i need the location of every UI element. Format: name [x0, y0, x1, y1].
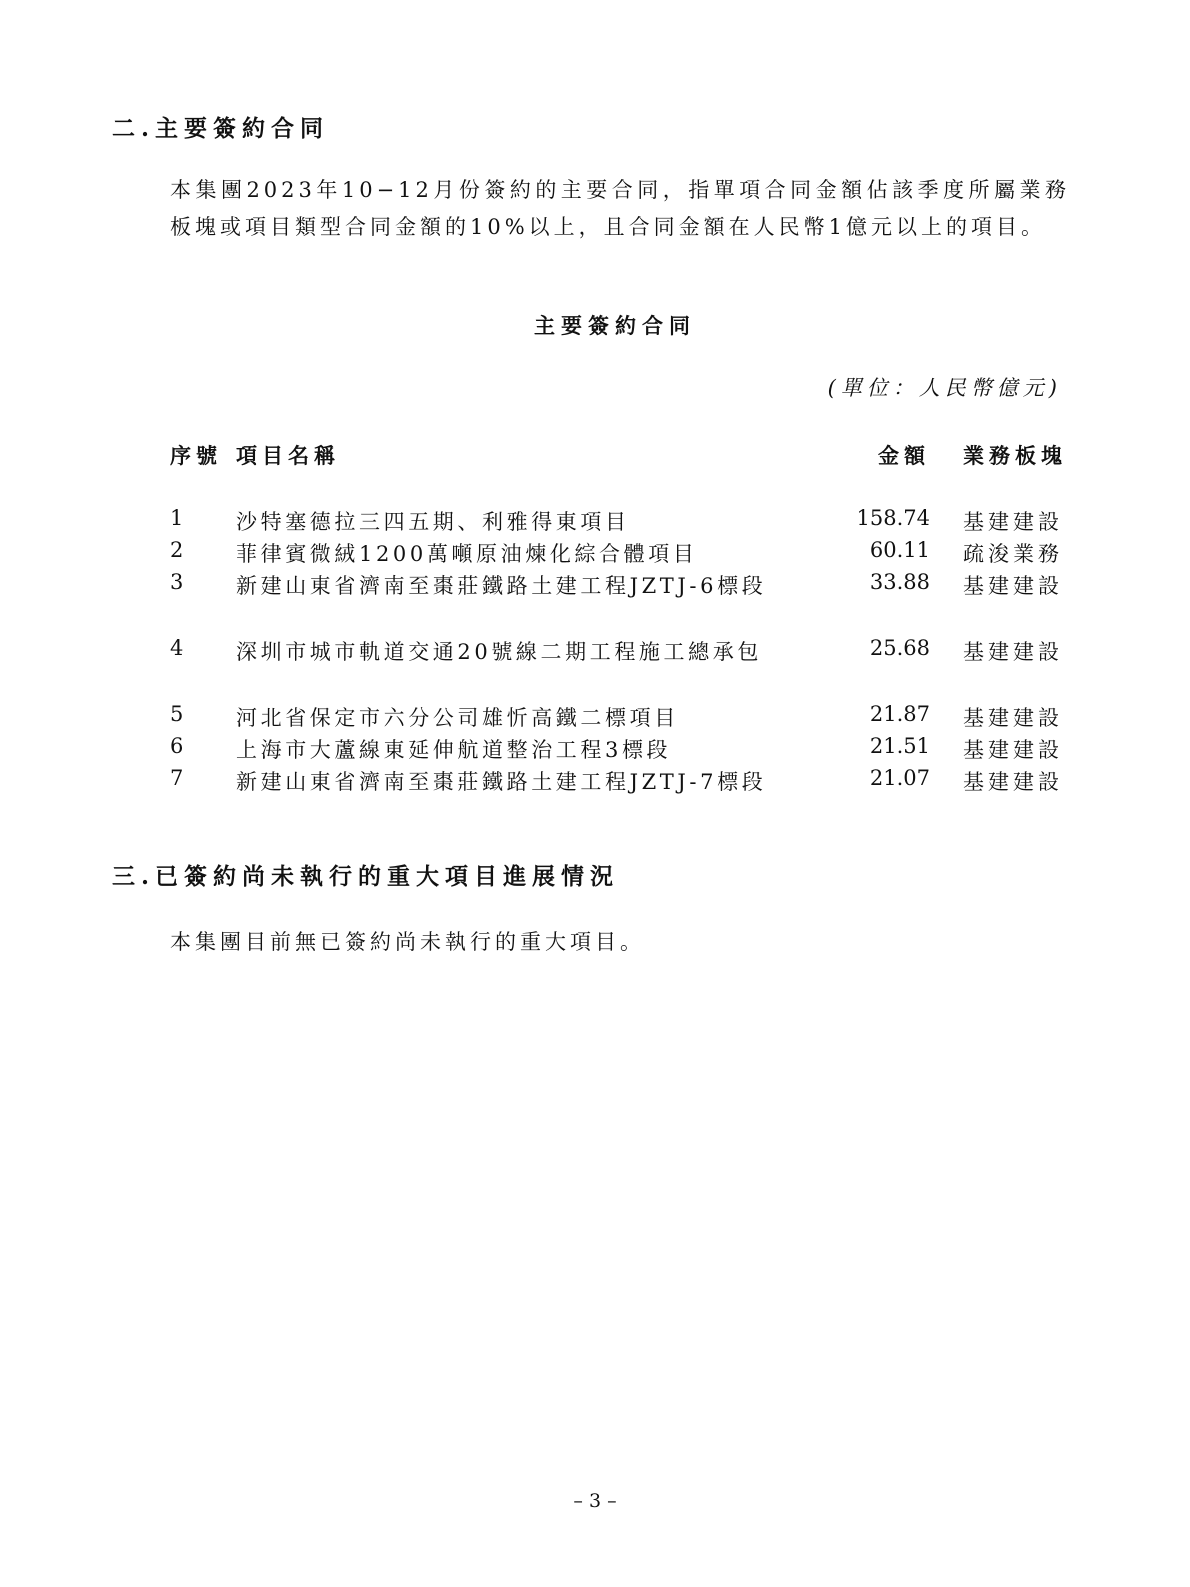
row-name: 上海市大蘆線東延伸航道整治工程3標段 [236, 738, 672, 762]
row-name: 沙特塞德拉三四五期、利雅得東項目 [236, 510, 630, 534]
row-no: 3 [170, 570, 184, 594]
row-amount: 25.68 [869, 636, 930, 660]
header-no: 序號 [170, 443, 222, 468]
row-amount: 21.87 [869, 702, 930, 726]
section-2-heading: 二.主要簽約合同 [112, 115, 330, 142]
row-segment: 疏浚業務 [963, 542, 1063, 566]
section-2-intro: 本集團2023年10−12月份簽約的主要合同，指單項合同金額佔該季度所屬業務板塊或項目類型合同金額的10%以上，且合同金額在人民幣1億元以上的項目。 [170, 178, 1070, 239]
row-amount: 21.51 [869, 734, 930, 758]
row-no: 1 [170, 506, 184, 530]
header-amount: 金額 [878, 443, 930, 468]
row-no: 2 [170, 538, 184, 562]
row-segment: 基建建設 [963, 640, 1063, 664]
row-no: 7 [170, 766, 184, 790]
row-segment: 基建建設 [963, 706, 1063, 730]
row-amount: 158.74 [856, 506, 930, 530]
row-name: 新建山東省濟南至棗莊鐵路土建工程JZTJ-6標段 [236, 574, 767, 598]
row-amount: 33.88 [869, 570, 930, 594]
row-segment: 基建建設 [963, 738, 1063, 762]
row-name: 菲律賓微絨1200萬噸原油煉化綜合體項目 [236, 542, 698, 566]
row-amount: 21.07 [869, 766, 930, 790]
unit-note: (單位：人民幣億元) [827, 376, 1062, 400]
row-segment: 基建建設 [963, 770, 1063, 794]
row-no: 4 [170, 636, 184, 660]
row-segment: 基建建設 [963, 574, 1063, 598]
row-name: 河北省保定市六分公司雄忻高鐵二標項目 [236, 706, 679, 730]
table-title: 主要簽約合同 [534, 313, 696, 338]
row-no: 5 [170, 702, 184, 726]
header-segment: 業務板塊 [963, 443, 1067, 468]
page-number: – 3 – [573, 1490, 617, 1512]
row-name: 新建山東省濟南至棗莊鐵路土建工程JZTJ-7標段 [236, 770, 767, 794]
row-no: 6 [170, 734, 184, 758]
header-name: 項目名稱 [236, 443, 340, 468]
section-3-body: 本集團目前無已簽約尚未執行的重大項目。 [170, 930, 645, 954]
row-name: 深圳市城市軌道交通20號線二期工程施工總承包 [236, 640, 762, 664]
section-3-heading: 三.已簽約尚未執行的重大項目進展情況 [112, 863, 620, 890]
row-amount: 60.11 [869, 538, 930, 562]
row-segment: 基建建設 [963, 510, 1063, 534]
